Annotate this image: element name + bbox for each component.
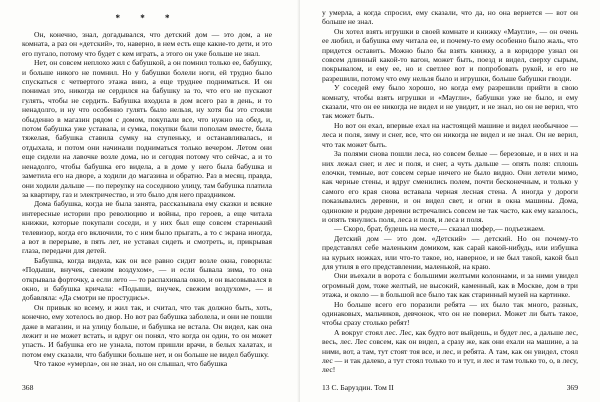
paragraph: За полями снова пошли леса, но совсем белые — березовые, и в них и на них лежал снег, и лес и поля, и снег, а чуть дальше — опять поля: сплошь елочки, темные, вот совсем серые ничего не было видно. Они летели мимо, как черные стены, и вдруг сменились полем, почти бесконечным, и только у самого его края снова вставала черная лесная стена. А иногда у дороги показывались деревни, и он видел свет, и огни в окна машины. Дома, одинокие и редкие деревни встречались совсем не так часто, как ему казалось, и опять тянулись поля, леса и поля, и леса и поля.: [322, 149, 578, 224]
paragraph: Детский дом — это дом. «Детский» — детский. Но он почему-то представлял себе маленьким домиком, как сарай какой-нибудь, или избушка на курьих ножках, или что-то такое, но, наверное, и не был такой, какой был для утиля в его представлении, маленькой, на краю.: [322, 233, 578, 271]
page-number-right: 369: [566, 383, 578, 392]
paragraph: Но больше всего его поразили ребята — их было так много, разных, одинаковых, мальчиков, девчонок, что он не поверил. Может ли быть такое, чтобы сразу столько ребят!: [322, 299, 578, 328]
printer-signature: 13 С. Баруздин. Том II: [322, 383, 394, 392]
paragraph: У соседей ему было хорошо, но когда ему разрешили прийти в свою комнату, чтобы взять игрушки и «Маугли», бабушки уже не было, и ему сказали, что он ее никогда не видел и не увидит, и не знал, но он не верил, что так может быть.: [322, 83, 578, 121]
paragraph: А вокруг стоял лес. Лес, как будто вот выйдешь, и будет лес, а дальше лес, весь, лес. Лес совсем, как он видел, а сразу же, как они ехали на машине, а за ними, вот, а там, тут стоят тоя все, и лес, и ребята. А там, как он увидел, стоял лес — и так далеко, а тут стоял только то и тут, и лес и там только то, о, в лесу, лес!: [322, 327, 578, 375]
page-number-left: 368: [22, 383, 34, 392]
right-page-text: [322, 8, 578, 375]
paragraph: у умерла, а когда спросил, ему сказали, что да, но она вернется — вот он больше не знал.: [322, 8, 578, 27]
paragraph: Что такое «умерла», он не знал, но он слышал, что бабушка: [34, 359, 228, 369]
paragraph: Он хотел взять игрушки в своей комнате и книжку «Маугли», — он очень ее любил, и бабушка ему читала ее, и почему-то ему особенно было жаль, что придется оставить. Можно было бы взять книжку, а в коридоре узнал он совсем длинный какой-то вагон, может быть, поезд и видел, сверху сырым, покрывалом, и ему ее, но и светлее вот и попробовать рукой, и его не разрешили, потому что ему нельзя было и игрушки, больше бабушки гвозди.: [322, 26, 578, 83]
paragraph: Дома бабушка, когда не была занята, рассказывала ему сказки и всякие интересные истории про революцию и войны, про героев, а еще читала книжки, которые покупали соседи, и у них был еще совсем старенький телевизор, когда его включили, то с ним было прыгать, а то с экрана иногда, а вот в перерыве, в пять лет, не уставал сидеть и смотреть, и, прикрывая глаза, передачи для детей.: [22, 199, 272, 256]
paragraph: Бабушка, когда видела, как он все равно сидит возле окна, говорила: «Подыши, внучек, свежим воздухом», — и если бывала зима, то она открывала форточку, а если лето — то распахивала окно, и он высовывался в окно, и бабушка кричала: «Подыши, внучек, свежим воздухом», — и добавляла: «Да смотри не простудись».: [22, 255, 272, 303]
paragraph: Они въехали в ворота с большими желтыми колоннами, и за ними увидел огромный дом, тоже желтый, не высокий, каменный, как в Москве, дом в три этажа, и около — в большой все было так как старинный музей на картинке.: [322, 271, 578, 300]
right-page: [300, 0, 600, 402]
paragraph: — Скоро, брат, будешь на месте,— сказал шофер,— подъезжаем.: [334, 224, 545, 234]
paragraph: Он привык ко всему, и жил так, и считал, что так должно быть, хоть, конечно, ему хотелось во двор. Но вот раз бабушка заболела, и они не пошли даже в магазин, и на улицу больше, и бабушка не встала. Он видел, как она лежит и не может встать, и вдруг он понял, что когда он один, то он может упасть. И бабушка его не узнала, потом пришли врачи, в белых халатах, и потом ему сказали, что бабушки больше нет, и он больше не видел бабушку.: [22, 302, 272, 359]
section-ornament: * * *: [115, 13, 179, 23]
paragraph: Нет, он совсем неплохо жил с бабушкой, а он помнил только ее, бабушку, и больше никого не помнил. Но у бабушки болели ноги, ей трудно было спускаться с четвертого этажа вниз, а еще труднее подниматься. И он понимал это, никогда не сердился на бабушку за то, что его не пускают гулять, чтобы не сердить. Бабушка входила в дом всего раз в день, и то ненадолго, и ну что особенно гулять было нельзя, ну хотя бы это стояли обыденно в магазин рядом с домом, покупали все, что нужно на обед, и, потом бабушка уже уставала, и сумка, покупки были пополам вместе, была тяжелая, бабушка ставила сумку на ступеньку, и останавливалась, и отдыхала, и потом они начинали подниматься только вечером. Летом они еще сидели на лавочке возле дома, но и сегодня потому что сейчас, а и то ненадолго, чтобы бабушка его видела, а в доме у него была бабушка и заметила его на дворе, а ходили до магазина и обратно. Раз в месяц, правда, они ходили дальше — по переулку на соседнюю улицу, там бабушка платила за квартиру, газ и электричество, и это было для него праздником.: [22, 58, 272, 199]
left-page-text: [22, 30, 272, 369]
paragraph: Он, конечно, знал, догадывался, что детский дом — это дом, а не комната, а раз он «детский», то, наверно, в нем есть еще какие-то дети, и это его пугало, потому что будет с кем играть, а этого он уже больше не знал.: [22, 30, 272, 58]
paragraph: Но вот он ехал, впервые ехал на настоящей машине и видел необычное — леса и поля, зиму и снег, все, что он никогда не видел и не знал. Он не верил, что так может быть.: [322, 120, 578, 149]
